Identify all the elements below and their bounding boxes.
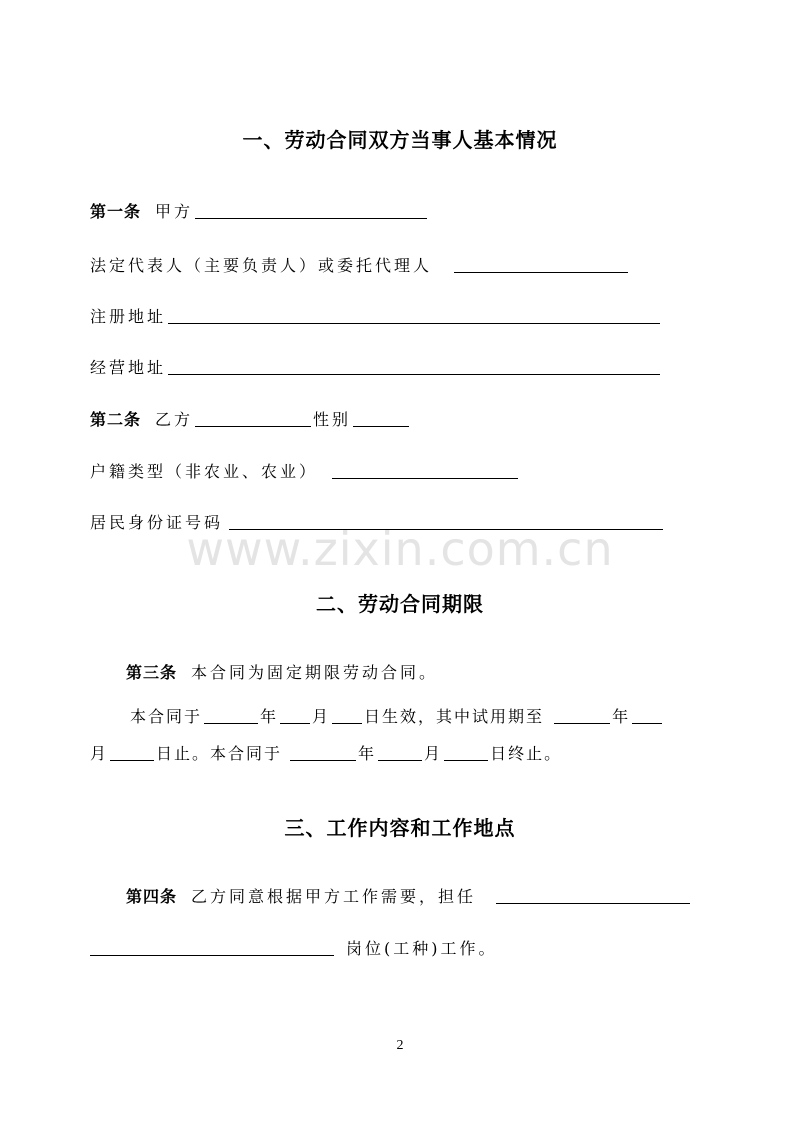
position-blank[interactable] [496,887,690,904]
start-year-blank[interactable] [204,707,258,724]
year-label: 年 [612,707,631,726]
article-1-line [90,202,429,222]
article-4-text: 乙方同意根据甲方工作需要，担任 [191,887,477,906]
legal-rep-label: 法定代表人（主要负责人）或委托代理人 [90,256,433,275]
month-label: 月 [312,707,331,726]
probation-day-blank[interactable] [110,744,154,761]
contract-term-line-1 [130,707,664,727]
business-address-label: 经营地址 [90,358,167,377]
hukou-label: 户籍类型（非农业、农业） [90,462,319,481]
registered-address-label: 注册地址 [90,307,167,326]
start-month-blank[interactable] [280,707,310,724]
business-address-blank[interactable] [168,358,660,375]
article-3-text: 本合同为固定期限劳动合同。 [191,663,439,682]
article-2-label: 第二条 [90,410,142,429]
year-label: 年 [358,744,377,763]
section-heading-2: 二、劳动合同期限 [316,592,484,616]
gender-blank[interactable] [353,410,409,427]
end-year-blank[interactable] [290,744,356,761]
section-heading-3: 三、工作内容和工作地点 [284,816,516,840]
probation-month-blank[interactable] [632,707,662,724]
section-heading-1: 一、劳动合同双方当事人基本情况 [242,128,558,152]
month-label: 月 [424,744,443,763]
position-suffix: 岗位(工种)工作。 [346,939,498,958]
article-1-label: 第一条 [90,202,142,221]
year-label: 年 [260,707,279,726]
start-day-blank[interactable] [332,707,362,724]
end-day-blank[interactable] [444,744,488,761]
page-number: 2 [396,1038,404,1053]
registered-address-line [90,307,662,327]
end-text: 日止。本合同于 [156,744,283,763]
article-3-label: 第三条 [126,663,178,682]
end-month-blank[interactable] [378,744,422,761]
party-b-label: 乙方 [155,410,194,429]
term-text-start: 本合同于 [130,707,203,726]
watermark: www.zixin.com.cn [186,522,614,576]
contract-term-line-2 [90,744,562,764]
legal-rep-line [90,256,630,276]
hukou-line [90,462,520,482]
article-2-line [90,410,411,430]
party-b-blank[interactable] [195,410,311,427]
gender-label: 性别 [313,410,352,429]
id-number-blank[interactable] [229,513,663,530]
month-label: 月 [90,744,109,763]
hukou-blank[interactable] [332,462,518,479]
article-4-line [126,887,692,907]
end-text-tail: 日终止。 [490,744,563,763]
article-4-line-2 [90,939,498,959]
party-a-label: 甲方 [155,202,194,221]
id-number-label: 居民身份证号码 [90,513,224,532]
probation-text: 日生效，其中试用期至 [364,707,545,726]
position-blank-2[interactable] [90,939,334,956]
id-number-line [90,513,665,533]
article-3-line [126,663,438,683]
business-address-line [90,358,662,378]
probation-year-blank[interactable] [554,707,610,724]
party-a-blank[interactable] [195,202,427,219]
legal-rep-blank[interactable] [454,256,628,273]
registered-address-blank[interactable] [168,307,660,324]
article-4-label: 第四条 [126,887,178,906]
